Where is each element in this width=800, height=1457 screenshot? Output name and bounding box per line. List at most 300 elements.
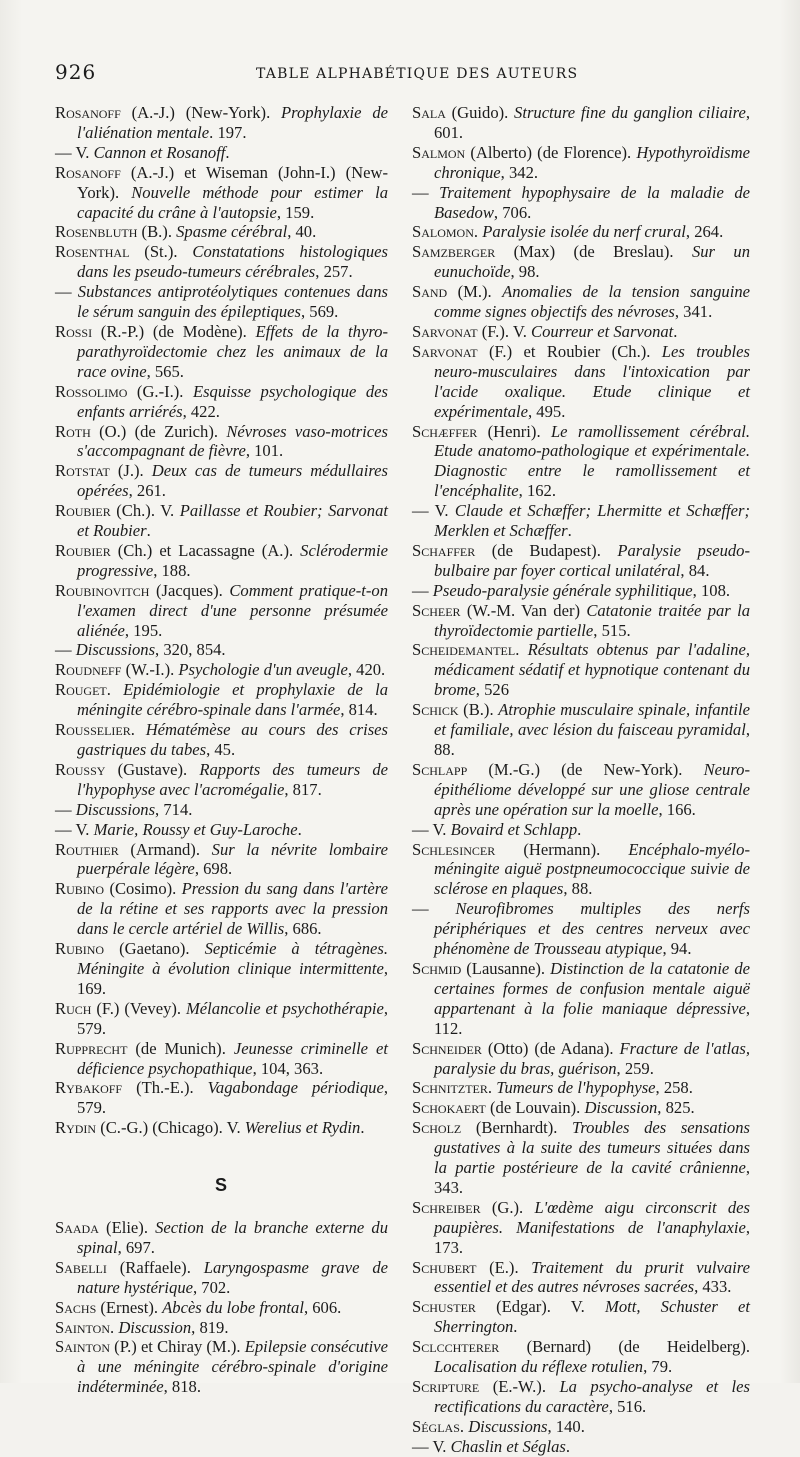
work-title: Sur la névrite lombaire puerpérale légère: [77, 839, 388, 879]
author-name: Schæffer: [412, 421, 478, 441]
author-detail: .: [130, 720, 146, 740]
author-name: Roubier: [55, 540, 111, 560]
page-reference: , 173.: [434, 1217, 750, 1257]
work-title: Discussions: [75, 640, 156, 660]
author-detail: (St.).: [129, 242, 193, 262]
author-detail: (P.) et Chiray (M.).: [110, 1337, 245, 1357]
index-entry: [55, 760, 388, 800]
work-title: L'œdème aigu circonscrit des paupières. Manifestations de l'anaphylaxie: [434, 1197, 750, 1237]
author-name: Rosanoff: [55, 162, 121, 182]
index-entry: [55, 222, 388, 242]
author-name: Schubert: [412, 1257, 477, 1277]
index-entry: [55, 820, 388, 840]
index-entry: [55, 282, 388, 322]
work-title: Neurofibromes multiples des nerfs périphériques et des centres nerveux avec phénomène de Trousseau atypique: [434, 899, 750, 959]
work-title: Deux cas de tumeurs médullaires opérées: [77, 461, 388, 501]
author-name: Scheer: [412, 600, 461, 620]
page-reference: .: [146, 521, 151, 541]
author-detail: (de Budapest).: [475, 540, 618, 560]
right-column: [412, 103, 750, 1457]
index-entry: [412, 840, 750, 900]
author-detail: (F.). V.: [477, 321, 531, 341]
index-entry: [55, 660, 388, 680]
work-title: Discussion: [584, 1098, 658, 1118]
work-title: Troubles des sensations gustatives à la suite des tumeurs situées dans la partie postérieure de la cavité crânienne: [434, 1118, 750, 1178]
author-detail: (B.).: [137, 222, 177, 242]
author-detail: — V.: [412, 1436, 451, 1456]
work-title: Les troubles neuro-musculaires dans l'intoxication par l'acide oxalique. Etude clinique et expérimentale: [434, 341, 750, 421]
author-name: Saada: [55, 1218, 99, 1238]
work-title: Constatations histologiques dans les pseudo-tumeurs cérébrales: [77, 242, 388, 282]
work-title: Comment pratique-t-on l'examen direct d'une personne présumée aliénée: [77, 580, 388, 640]
index-entry: [412, 899, 750, 959]
page-reference: , 495.: [528, 401, 566, 421]
page-reference: , 104, 363.: [252, 1058, 324, 1078]
page-reference: , 420.: [347, 660, 386, 680]
work-title: Courreur et Sarvonat: [531, 321, 674, 341]
page-reference: , 516.: [608, 1396, 647, 1416]
work-title: Werelius et Rydin: [244, 1118, 361, 1138]
page-reference: , 579.: [77, 998, 388, 1038]
index-entry: [412, 1098, 750, 1118]
author-detail: (Otto) (de Adana).: [481, 1038, 620, 1058]
section-letter: S: [214, 1175, 228, 1196]
author-detail: (J.).: [109, 461, 152, 481]
author-detail: (G.-I.).: [127, 381, 193, 401]
work-title: Encéphalo-myélo-méningite aiguë postpneumococcique suivie de sclérose en plaques: [434, 839, 750, 899]
index-entry: [412, 640, 750, 700]
author-detail: (Cosimo).: [104, 879, 182, 899]
index-entry: [412, 541, 750, 581]
author-detail: .: [459, 1416, 469, 1436]
work-title: Tumeurs de l'hypophyse: [496, 1078, 656, 1098]
author-detail: —: [55, 640, 76, 660]
author-detail: (Gaetano).: [104, 939, 205, 959]
author-detail: (de Louvain).: [485, 1098, 585, 1118]
author-detail: (W.-M. Van der): [460, 600, 587, 620]
page-reference: , 341.: [674, 302, 713, 322]
author-name: Sachs: [55, 1297, 97, 1317]
author-name: Rossolimo: [55, 381, 128, 401]
page-reference: , 565.: [146, 361, 184, 381]
index-entry: [412, 501, 750, 541]
work-title: Discussions: [75, 799, 156, 819]
author-detail: (Armand).: [118, 839, 212, 859]
page-reference: , 702.: [192, 1277, 231, 1297]
page-reference: , 825.: [657, 1098, 695, 1118]
work-title: Pseudo-paralysie générale syphilitique: [432, 580, 693, 600]
author-name: Schmid: [412, 958, 462, 978]
author-name: Rybakoff: [55, 1078, 123, 1098]
work-title: Névroses vaso-motrices s'accompagnant de fièvre: [77, 421, 388, 461]
author-name: Rousselier: [55, 720, 131, 740]
index-entry: [412, 1297, 750, 1337]
index-entry: [412, 1258, 750, 1298]
author-detail: (Alberto) (de Florence).: [465, 142, 637, 162]
index-entry: [412, 1078, 750, 1098]
author-detail: (Gustave).: [105, 759, 200, 779]
work-title: Nouvelle méthode pour estimer la capacité du crâne à l'autopsie: [77, 182, 388, 222]
work-title: Spasme cérébral: [176, 222, 288, 242]
page-reference: , 40.: [287, 222, 317, 242]
author-name: Rotstat: [55, 461, 110, 481]
index-entry: [55, 939, 388, 999]
author-detail: (M.).: [447, 282, 503, 302]
page-reference: .: [297, 819, 302, 839]
author-name: Scripture: [412, 1377, 480, 1396]
work-title: Neuro-épithéliome développé sur une gliose centrale après une opération sur la moelle: [434, 759, 750, 819]
page-reference: , 45.: [206, 740, 236, 759]
page-number: 926: [55, 60, 97, 84]
page-reference: , 258.: [655, 1078, 693, 1098]
page-reference: , 159.: [276, 202, 315, 222]
work-title: La psycho-analyse et les rectifications du caractère: [434, 1377, 750, 1416]
index-entry: [412, 222, 750, 242]
work-title: Pression du sang dans l'artère de la rétine et ses rapports avec la pression dans le cercle artériel de Willis: [77, 879, 388, 939]
page-reference: , 101.: [245, 441, 284, 461]
work-title: Septicémie à tétragènes. Méningite à évolution clinique intermittente: [77, 939, 388, 978]
work-title: Paralysie isolée du nerf crural: [482, 222, 686, 242]
author-detail: (Max) (de Breslau).: [495, 242, 692, 262]
page-reference: , 706.: [493, 202, 532, 222]
author-name: Scholz: [412, 1118, 462, 1138]
author-name: Schneider: [412, 1038, 482, 1058]
author-name: Rupprecht: [55, 1038, 128, 1058]
page-reference: , 343.: [434, 1158, 750, 1197]
author-name: Séglas: [412, 1416, 460, 1436]
author-name: Rosenthal: [55, 242, 130, 262]
index-entry: [55, 1318, 388, 1338]
work-title: Psychologie d'un aveugle: [178, 660, 348, 680]
author-detail: (de Munich).: [127, 1038, 234, 1058]
work-title: Prophylaxie de l'aliénation mentale: [77, 103, 388, 142]
index-entry: [55, 143, 388, 163]
index-entry: [55, 1078, 388, 1118]
page-reference: . 197.: [209, 122, 247, 142]
work-title: Paralysie pseudo-bulbaire par foyer cortical unilatéral: [434, 540, 750, 580]
work-title: Hypothyroïdisme chronique: [434, 142, 750, 182]
page-reference: , 320, 854.: [155, 640, 226, 660]
index-entry: [55, 242, 388, 282]
work-title: Atrophie musculaire spinale, infantile et familiale, avec lésion du faisceau pyramidal: [434, 700, 751, 740]
work-title: Substances antiprotéolytiques contenues dans le sérum sanguin des épileptiques: [77, 282, 388, 322]
author-detail: — V.: [55, 142, 94, 162]
author-detail: (Bernard) (de Heidelberg).: [499, 1337, 750, 1357]
index-entry: [412, 143, 750, 183]
author-name: Sand: [412, 282, 448, 302]
author-detail: (A.-J.) (New-York).: [120, 103, 282, 122]
author-detail: (C.-G.) (Chicago). V.: [96, 1118, 245, 1138]
page-reference: , 606.: [303, 1297, 342, 1317]
index-entry: [55, 680, 388, 720]
author-name: Schreiber: [412, 1197, 481, 1217]
author-name: Sainton: [55, 1317, 111, 1337]
page-reference: , 422.: [182, 401, 220, 421]
author-detail: (Elie).: [98, 1218, 156, 1238]
author-name: Routhier: [55, 839, 119, 859]
index-entry: [55, 382, 388, 422]
work-title: Traitement hypophysaire de la maladie de Basedow: [434, 182, 750, 222]
page-reference: .: [513, 1317, 518, 1337]
index-entry: [55, 581, 388, 641]
work-title: Mott, Schuster et Sherrington: [434, 1297, 750, 1337]
page-reference: , 817.: [284, 779, 322, 799]
work-title: Traitement du prurit vulvaire essentiel et des autres névroses sacrées: [434, 1257, 750, 1297]
author-name: Rouget: [55, 680, 107, 700]
page-reference: , 819.: [191, 1317, 229, 1337]
index-entry: [55, 1118, 388, 1138]
page-reference: , 433.: [694, 1277, 732, 1297]
index-entry: [412, 282, 750, 322]
work-title: Effets de la thyro-parathyroïdectomie chez les animaux de la race ovine: [77, 321, 388, 381]
author-name: Ruch: [55, 998, 92, 1018]
index-entry: [412, 959, 750, 1039]
left-column: [55, 103, 388, 1397]
page-reference: , 714.: [155, 799, 193, 819]
page-reference: , 188.: [153, 560, 191, 580]
index-entry: [412, 1417, 750, 1437]
author-detail: (E.).: [476, 1257, 532, 1277]
work-title: Cannon et Rosanoff: [93, 142, 226, 162]
index-entry: [55, 640, 388, 660]
index-entry: [55, 840, 388, 880]
page-reference: .: [565, 1436, 570, 1456]
index-entry: [412, 700, 750, 760]
page-reference: , 342.: [500, 162, 539, 182]
work-title: Discussion: [118, 1317, 192, 1337]
page-reference: , 686.: [284, 919, 322, 939]
author-detail: —: [412, 580, 433, 600]
page-reference: , 818.: [163, 1377, 201, 1397]
index-entry: [412, 1437, 750, 1457]
index-entry: [55, 1258, 388, 1298]
page-reference: , 515.: [593, 620, 631, 640]
author-detail: (G.).: [480, 1197, 535, 1217]
author-detail: (Hermann).: [495, 839, 629, 859]
author-detail: .: [487, 1078, 497, 1098]
page-reference: , 259.: [616, 1058, 654, 1078]
page-reference: , 88.: [563, 879, 593, 899]
author-name: Schick: [412, 700, 459, 720]
author-name: Samzberger: [412, 242, 496, 262]
index-entry: [55, 1218, 388, 1258]
index-entry: [55, 999, 388, 1039]
author-name: Sainton: [55, 1337, 111, 1357]
author-detail: (R.-P.) (de Modène).: [92, 321, 256, 341]
index-entry: [55, 1298, 388, 1318]
work-title: Marie, Roussy et Guy-Laroche: [93, 819, 298, 839]
author-detail: —: [412, 182, 440, 202]
author-detail: (B.).: [458, 700, 499, 720]
index-entry: [55, 322, 388, 382]
page-reference: .: [225, 142, 230, 162]
work-title: Epidémiologie et prophylaxie de la méningite cérébro-spinale dans l'armée: [77, 680, 389, 720]
index-entry: [412, 422, 750, 502]
work-title: Discussions: [468, 1416, 548, 1436]
index-entry: [412, 242, 750, 282]
author-detail: (E.-W.).: [479, 1377, 560, 1396]
work-title: Bovaird et Schlapp: [450, 819, 578, 839]
author-name: Sabelli: [55, 1257, 107, 1277]
author-detail: (Jacques).: [149, 580, 230, 600]
author-detail: (F.) et Roubier (Ch.).: [477, 341, 662, 361]
author-detail: (Guido).: [445, 103, 515, 122]
index-entry: [55, 879, 388, 939]
work-title: Sclérodermie progressive: [77, 540, 388, 580]
author-name: Schlesincer: [412, 839, 496, 859]
author-detail: — V.: [412, 501, 455, 521]
author-name: Salomon: [412, 222, 474, 242]
work-title: Résultats obtenus par l'adaline, médicament sédatif et hypnotique contenant du brome: [434, 640, 750, 700]
work-title: Structure fine du ganglion ciliaire: [514, 103, 746, 122]
author-detail: (Ernest).: [96, 1297, 163, 1317]
index-entry: [55, 1039, 388, 1079]
author-detail: (O.) (de Zurich).: [90, 421, 227, 441]
index-entry: [55, 800, 388, 820]
work-title: Le ramollissement cérébral. Etude anatomo-pathologique et expérimentale. Diagnostic entre le ramollissement et l'encéphalite: [434, 421, 751, 501]
page-reference: , 195.: [124, 620, 163, 640]
index-entry: [412, 322, 750, 342]
page-reference: , 257.: [315, 262, 353, 282]
index-entry: [55, 541, 388, 581]
author-detail: — V.: [412, 819, 451, 839]
page-reference: , 601.: [434, 103, 750, 142]
author-name: Rubino: [55, 879, 105, 899]
work-title: Catatonie traitée par la thyroïdectomie partielle: [434, 600, 750, 640]
author-detail: —: [412, 899, 456, 919]
author-detail: — V.: [55, 819, 94, 839]
page-reference: , 697.: [117, 1237, 155, 1257]
author-name: Roth: [55, 421, 91, 441]
author-name: Roudneff: [55, 660, 122, 680]
author-name: Rydin: [55, 1118, 97, 1138]
work-title: Epilepsie consécutive à une méningite cérébro-spinale d'origine indéterminée: [77, 1337, 388, 1397]
author-detail: (W.-I.).: [121, 660, 179, 680]
author-detail: .: [515, 640, 528, 660]
work-title: Mélancolie et psychothérapie: [185, 998, 384, 1018]
index-entry: [412, 820, 750, 840]
page-reference: , 579.: [77, 1078, 388, 1118]
work-title: Vagabondage périodique: [207, 1078, 384, 1098]
author-name: Sarvonat: [412, 321, 478, 341]
author-name: Sala: [412, 103, 446, 122]
work-title: Distinction de la catatonie de certaines formes de confusion mentale aiguë appartenant à la folie maniaque dépressive: [434, 958, 751, 1018]
page-reference: , 162.: [518, 481, 556, 501]
author-detail: —: [55, 282, 78, 302]
page-reference: , 98.: [510, 262, 540, 282]
author-name: Rossi: [55, 321, 93, 341]
author-name: Roussy: [55, 759, 106, 779]
work-title: Localisation du réflexe rotulien: [434, 1357, 644, 1377]
page-reference: , 814.: [340, 700, 378, 720]
author-name: Rubino: [55, 939, 105, 959]
index-entry: [412, 1039, 750, 1079]
page-reference: , 84.: [680, 560, 710, 580]
author-detail: (Henri).: [477, 421, 551, 441]
work-title: Chaslin et Séglas: [450, 1436, 566, 1456]
author-detail: .: [110, 1317, 119, 1337]
index-entry: [412, 601, 750, 641]
work-title: Jeunesse criminelle et déficience psychopathique: [77, 1038, 388, 1078]
work-title: Abcès du lobe frontal: [162, 1297, 304, 1317]
author-detail: (Raffaele).: [106, 1257, 204, 1277]
author-name: Rosanoff: [55, 103, 121, 122]
work-title: Hématémèse au cours des crises gastriques du tabes: [77, 720, 388, 759]
author-detail: (A.-J.) et Wiseman (John-I.) (New-York).: [77, 162, 388, 202]
index-entry: [55, 461, 388, 501]
page-reference: , 79.: [643, 1357, 673, 1377]
author-detail: (Edgar). V.: [475, 1297, 605, 1317]
index-entry: [55, 720, 388, 760]
page-reference: , 88.: [434, 720, 750, 759]
work-title: Fracture de l'atlas, paralysie du bras, guérison: [434, 1038, 750, 1078]
work-title: Rapports des tumeurs de l'hypophyse avec l'acromégalie: [77, 759, 388, 799]
author-detail: (M.-G.) (de New-York).: [467, 759, 704, 779]
author-detail: .: [106, 680, 124, 700]
author-detail: —: [55, 799, 76, 819]
work-title: Laryngospasme grave de nature hystérique: [77, 1257, 388, 1297]
index-entry: [412, 342, 750, 422]
author-name: Schuster: [412, 1297, 476, 1317]
page-header: [0, 58, 800, 88]
page-reference: , 569.: [300, 302, 339, 322]
page-reference: .: [567, 521, 572, 541]
author-name: Scheidemantel: [412, 640, 516, 660]
author-detail: (Th.-E.).: [122, 1078, 208, 1098]
page-reference: , 698.: [194, 859, 233, 879]
page-reference: , 264.: [685, 222, 724, 242]
work-title: Section de la branche externe du spinal: [77, 1218, 388, 1257]
author-detail: (F.) (Vevey).: [91, 998, 186, 1018]
page-reference: , 140.: [547, 1416, 585, 1436]
author-detail: .: [473, 222, 483, 242]
author-detail: (Lausanne).: [461, 958, 551, 978]
index-entry: [412, 1337, 750, 1377]
work-title: Claude et Schæffer; Lhermitte et Schæffer; Merklen et Schæffer: [434, 501, 750, 541]
index-entry: [55, 163, 388, 223]
index-entry: [412, 760, 750, 820]
index-entry: [412, 1118, 750, 1198]
author-name: Roubinovitch: [55, 580, 150, 600]
page-reference: , 108.: [692, 580, 731, 600]
author-name: Schnitzter: [412, 1078, 488, 1098]
page-reference: .: [360, 1118, 365, 1138]
index-entry: [55, 501, 388, 541]
page-reference: .: [673, 321, 678, 341]
index-entry: [412, 1198, 750, 1258]
running-title: TABLE ALPHABÉTIQUE DES AUTEURS: [256, 66, 579, 82]
page-reference: , 166.: [658, 799, 696, 819]
author-name: Schaffer: [412, 540, 476, 560]
author-detail: (Bernhardt).: [461, 1118, 573, 1138]
work-title: Esquisse psychologique des enfants arriérés: [77, 381, 388, 421]
index-entry: [412, 103, 750, 143]
index-entry: [412, 183, 750, 223]
page-reference: , 526: [475, 680, 509, 700]
author-name: Sclcchterer: [412, 1337, 500, 1357]
page-reference: , 169.: [77, 958, 388, 998]
work-title: Anomalies de la tension sanguine comme signes objectifs des névroses: [434, 282, 750, 322]
index-entry: [55, 103, 388, 143]
index-entry: [55, 422, 388, 462]
author-name: Sarvonat: [412, 341, 478, 361]
page-reference: , 112.: [434, 998, 750, 1038]
work-title: Paillasse et Roubier; Sarvonat et Roubier: [77, 501, 388, 541]
author-detail: (Ch.). V.: [110, 501, 180, 521]
page-reference: , 94.: [662, 939, 692, 959]
work-title: Sur un eunuchoïde: [434, 242, 750, 282]
author-name: Schlapp: [412, 759, 468, 779]
